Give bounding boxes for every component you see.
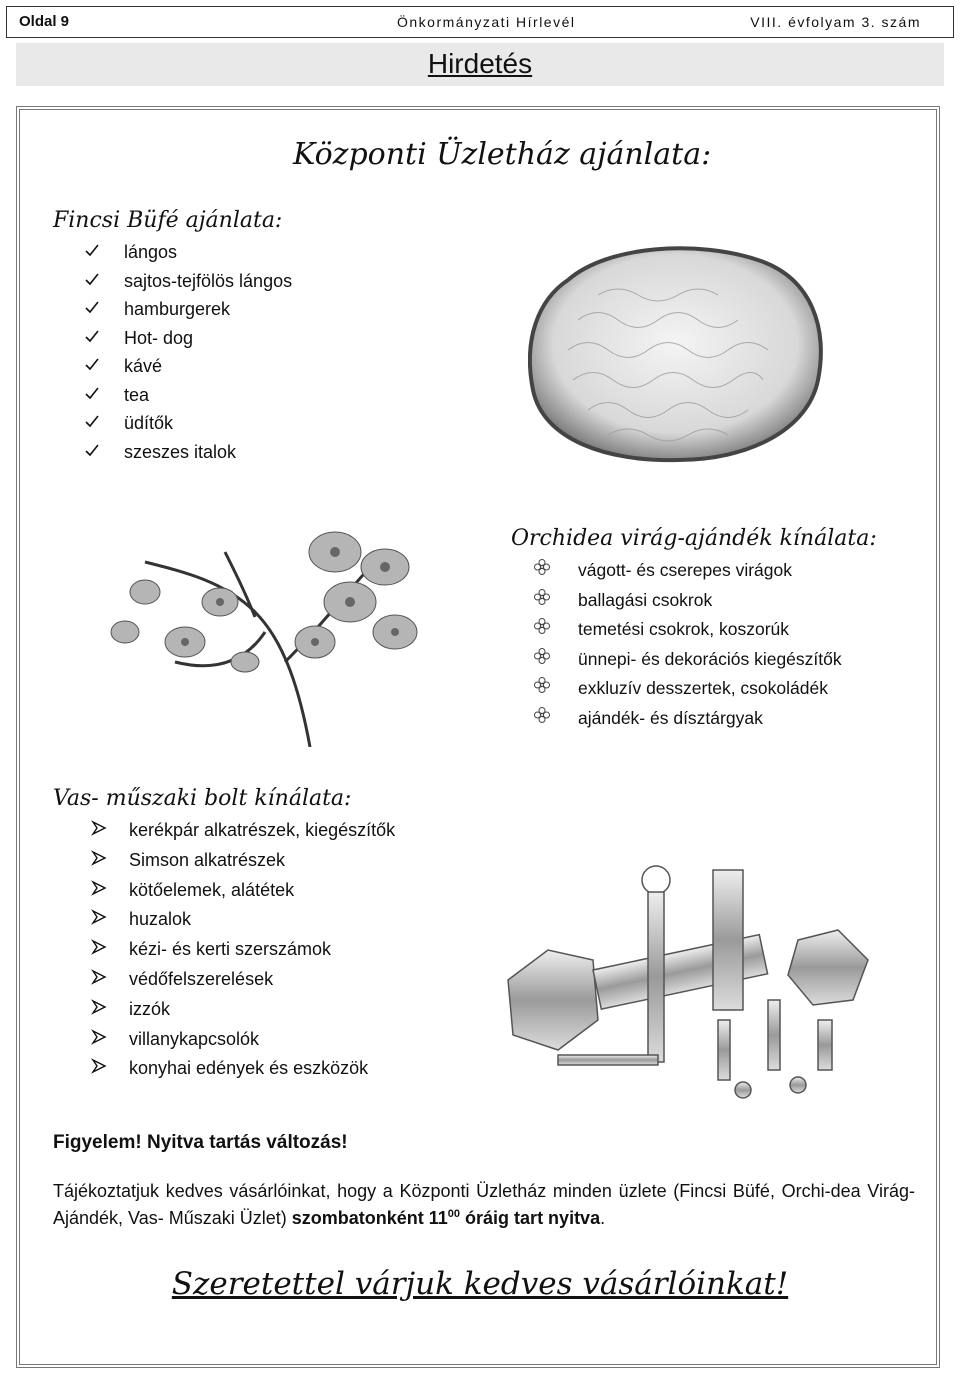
vas-item-label: izzók [129, 998, 171, 1019]
fincsi-item [82, 324, 292, 353]
issue-info: VIII. évfolyam 3. szám [750, 14, 921, 30]
publication-name: Önkormányzati Hírlevél [397, 14, 576, 30]
orchidea-item-label: temetési csokrok, koszorúk [578, 619, 790, 640]
vas-item [89, 876, 395, 906]
fincsi-item [82, 267, 292, 296]
orchidea-title: Orchidea virág-ajándék kínálata: [511, 526, 877, 551]
banner-title: Hirdetés [427, 48, 533, 79]
checkmark-icon [82, 238, 102, 266]
flower-icon [532, 556, 552, 585]
vas-item-label: kötőelemek, alátétek [129, 879, 295, 900]
vas-item [89, 816, 395, 846]
vas-item-label: kézi- és kerti szerszámok [129, 939, 332, 960]
fincsi-item [82, 409, 292, 438]
checkmark-icon [82, 381, 102, 409]
vas-item-label: huzalok [129, 909, 192, 930]
vas-item [89, 935, 395, 965]
arrowhead-icon [89, 846, 109, 875]
orchidea-item [532, 704, 842, 734]
orchidea-item [532, 615, 842, 645]
page-number: Oldal 9 [19, 13, 70, 30]
fincsi-item [82, 295, 292, 324]
fincsi-item-label: lángos [124, 242, 178, 262]
flower-icon [532, 615, 552, 644]
notice-text-main: Tájékoztatjuk kedves vásárlóinkat, hogy a Központi Üzletház minden üzlete (Fincsi Büfé, Orchi-dea Virág- Ajándék, Vas- Műszaki Üzlet) [53, 1181, 915, 1228]
vas-item [89, 965, 395, 995]
arrowhead-icon [89, 876, 109, 905]
main-title: Központi Üzletház ajánlata: [293, 137, 712, 172]
fincsi-item-label: Hot- dog [124, 327, 194, 348]
notice-text [53, 1180, 915, 1230]
arrowhead-icon [89, 1025, 109, 1054]
section-banner [16, 43, 944, 86]
checkmark-icon [82, 295, 102, 323]
orchidea-item-label: ballagási csokrok [578, 589, 713, 610]
flower-icon [532, 674, 552, 703]
arrowhead-icon [89, 935, 109, 964]
fincsi-item-label: szeszes italok [124, 441, 237, 462]
vas-item [89, 1025, 395, 1055]
vas-item-label: védőfelszerelések [129, 968, 274, 989]
fincsi-list [82, 238, 292, 466]
fincsi-item-label: sajtos-tejfölös lángos [124, 270, 293, 291]
arrowhead-icon [89, 816, 109, 845]
vas-item [89, 995, 395, 1025]
orchidea-item [532, 586, 842, 616]
notice-text-end: . [600, 1208, 606, 1228]
flower-icon [532, 586, 552, 615]
vas-item [89, 1054, 395, 1084]
arrowhead-icon [89, 965, 109, 994]
orchidea-item-label: vágott- és cserepes virágok [578, 560, 792, 580]
notice-title: Figyelem! Nyitva tartás változás! [53, 1132, 348, 1153]
fincsi-item [82, 238, 292, 267]
notice-time-minutes: 00 [447, 1208, 461, 1220]
fincsi-item-label: kávé [124, 356, 163, 376]
vas-item [89, 905, 395, 935]
checkmark-icon [82, 352, 102, 380]
vas-title: Vas- műszaki bolt kínálata: [53, 786, 352, 811]
orchidea-item [532, 674, 842, 704]
hardware-image [498, 850, 880, 1106]
flower-icon [532, 645, 552, 674]
checkmark-icon [82, 409, 102, 437]
fincsi-item-label: üdítők [124, 413, 174, 433]
langos-image [528, 240, 828, 466]
checkmark-icon [82, 438, 102, 466]
vas-item-label: Simson alkatrészek [129, 849, 286, 870]
orchidea-item-label: exkluzív desszertek, csokoládék [578, 678, 828, 699]
page-header [6, 6, 954, 38]
orchidea-item [532, 645, 842, 675]
vas-list [89, 816, 395, 1084]
arrowhead-icon [89, 995, 109, 1024]
vas-item-label: villanykapcsolók [129, 1028, 260, 1049]
fincsi-item-label: tea [124, 384, 150, 405]
fincsi-item [82, 438, 292, 467]
fincsi-item [82, 381, 292, 410]
orchidea-list [532, 556, 842, 734]
closing-line: Szeretettel várjuk kedves vásárlóinkat! [171, 1266, 789, 1302]
checkmark-icon [82, 267, 102, 295]
fincsi-item-label: hamburgerek [124, 299, 231, 319]
fincsi-title: Fincsi Büfé ajánlata: [53, 208, 283, 233]
arrowhead-icon [89, 905, 109, 934]
vas-item [89, 846, 395, 876]
notice-time: szombatonként 11 [291, 1208, 448, 1228]
orchidea-item-label: ünnepi- és dekorációs kiegészítők [578, 648, 842, 669]
checkmark-icon [82, 324, 102, 352]
orchidea-item [532, 556, 842, 586]
flower-icon [532, 704, 552, 733]
vas-item-label: konyhai edények és eszközök [129, 1058, 369, 1079]
orchid-image [95, 522, 440, 747]
vas-item-label: kerékpár alkatrészek, kiegészítők [129, 820, 396, 840]
notice-open-text: óráig tart nyitva [460, 1208, 601, 1228]
arrowhead-icon [89, 1054, 109, 1083]
fincsi-item [82, 352, 292, 381]
orchidea-item-label: ajándék- és dísztárgyak [578, 707, 763, 728]
